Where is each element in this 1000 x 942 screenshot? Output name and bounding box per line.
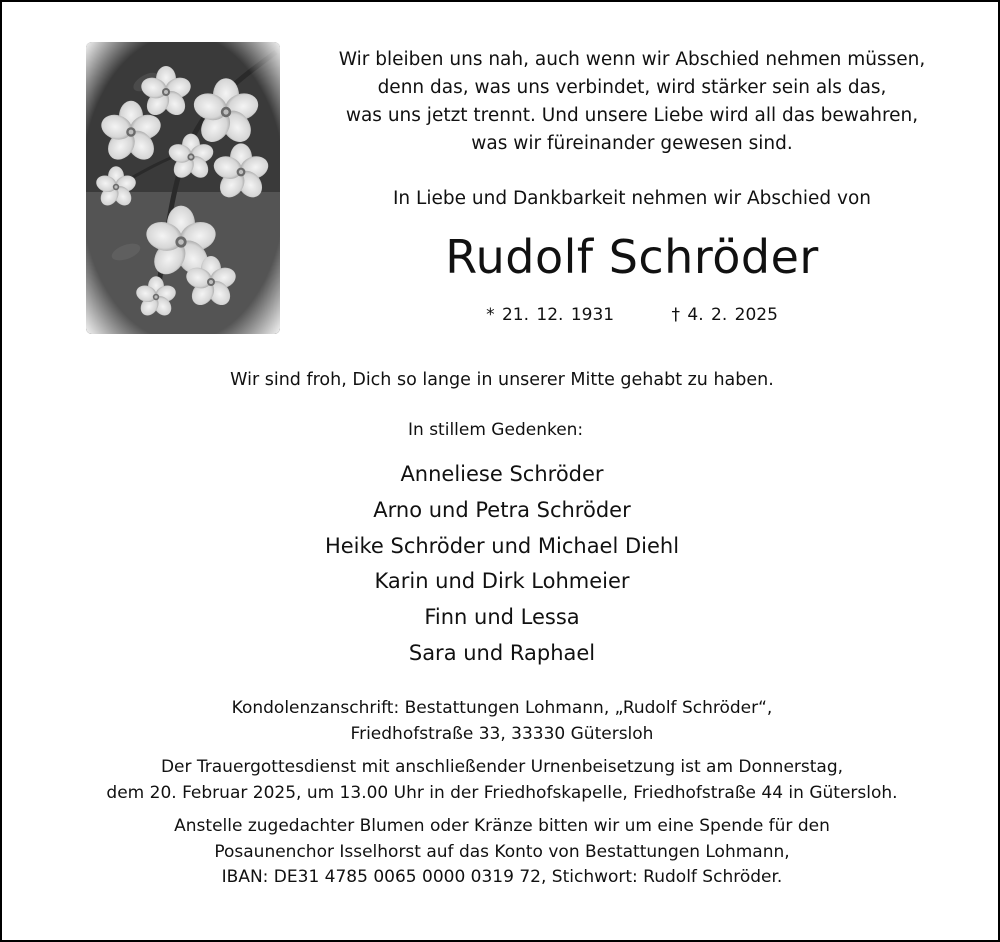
gedenken-label: In stillem Gedenken: (408, 420, 584, 440)
service-line: dem 20. Februar 2025, um 13.00 Uhr in der Friedhofskapelle, Friedhofstraße 44 in Gütersloh. (106, 782, 898, 803)
donation-line: IBAN: DE31 4785 0065 0000 0319 72, Stichwort: Rudolf Schröder. (221, 867, 783, 887)
poem-line: was uns jetzt trennt. Und unsere Liebe wird all das bewahren, (345, 105, 919, 126)
poem-line: was wir füreinander gewesen sind. (471, 133, 793, 154)
life-dates (332, 305, 932, 325)
mourner-name: Anneliese Schröder (400, 462, 604, 486)
poem-line: denn das, was uns verbindet, wird stärker sein als das, (377, 77, 887, 98)
blossom-photo (86, 42, 280, 334)
mourner-name: Finn und Lessa (424, 605, 580, 630)
poem-line: Wir bleiben uns nah, auch wenn wir Abschied nehmen müssen, (338, 49, 926, 70)
mourner-name: Arno und Petra Schröder (373, 497, 631, 522)
birth-date: * 21. 12. 1931 (486, 305, 615, 325)
intro-text: In Liebe und Dankbarkeit nehmen wir Abschied von (392, 188, 872, 209)
poem (332, 46, 932, 158)
condolence-line: Friedhofstraße 33, 33330 Gütersloh (350, 723, 654, 744)
service-line: Der Trauergottesdienst mit anschließender Urnenbeisetzung ist am Donnerstag, (160, 757, 844, 777)
mourner-name: Heike Schröder und Michael Diehl (324, 533, 680, 558)
blossom-icon (86, 42, 280, 334)
mourner-name: Karin und Dirk Lohmeier (374, 569, 630, 594)
mourner-name: Sara und Raphael (408, 640, 596, 665)
mourners-list (2, 457, 1000, 672)
donation-line: Anstelle zugedachter Blumen oder Kränze bitten wir um eine Spende für den (174, 816, 830, 836)
condolence-line: Kondolenzanschrift: Bestattungen Lohmann, „Rudolf Schröder“, (231, 698, 773, 718)
donation-line: Posaunenchor Isselhorst auf das Konto von Bestattungen Lohmann, (214, 841, 790, 862)
statement-text: Wir sind froh, Dich so lange in unserer Mitte gehabt zu haben. (230, 370, 774, 390)
footer-info (2, 696, 1000, 891)
deceased-name: Rudolf Schröder (445, 230, 819, 284)
death-date: † 4. 2. 2025 (671, 305, 778, 325)
